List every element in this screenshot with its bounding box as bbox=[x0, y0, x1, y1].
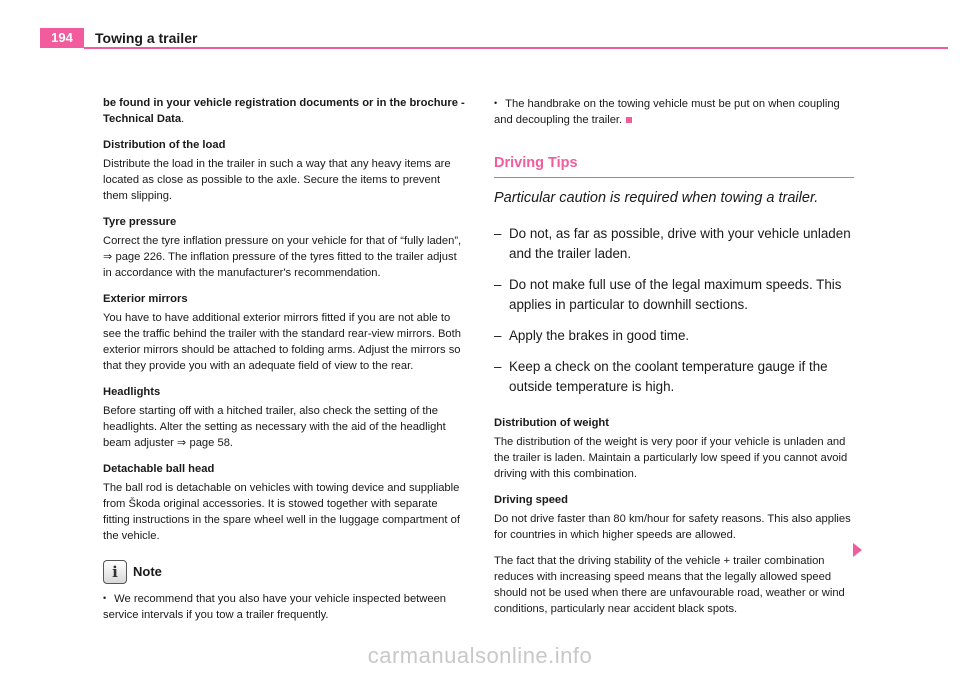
section-heading-tyre: Tyre pressure bbox=[103, 216, 177, 228]
section-title-driving-tips: Driving Tips bbox=[494, 155, 578, 171]
end-of-section-icon bbox=[626, 117, 632, 123]
section-heading-speed: Driving speed bbox=[494, 494, 568, 506]
dash-icon: – bbox=[494, 226, 502, 241]
note-icon: i bbox=[103, 560, 127, 584]
section-heading-weight: Distribution of weight bbox=[494, 417, 609, 429]
section-rule bbox=[494, 177, 854, 178]
section-text-speed: Do not drive faster than 80 km/hour for safety reasons. This also applies for countries in which higher speeds are allowed. bbox=[494, 513, 851, 541]
note-body: We recommend that you also have your vehicle inspected between service intervals if you tow a trailer frequently. bbox=[103, 593, 447, 621]
section-heading-headlights: Headlights bbox=[103, 386, 161, 398]
note-header bbox=[103, 560, 467, 584]
page-title: Towing a trailer bbox=[95, 30, 198, 46]
section-text-tyre: Correct the tyre inflation pressure on your vehicle for that of “fully laden”, ⇒ page 226. The inflation pressure of the tyres fitted to the trailer adjust in accordance with the manufacturer's recommendation. bbox=[103, 235, 462, 279]
tip-item bbox=[494, 275, 854, 315]
intro-bold-text: be found in your vehicle registration documents or in the brochure - Technical Data bbox=[103, 97, 465, 125]
section-heading-mirrors: Exterior mirrors bbox=[103, 293, 188, 305]
bullet-icon: • bbox=[494, 98, 498, 108]
tip-item bbox=[494, 326, 854, 346]
left-column bbox=[103, 95, 467, 633]
section-text-mirrors: You have to have additional exterior mirrors fitted if you are not able to see the traffic behind the trailer with the standard rear-view mirrors. Both exterior mirrors should be attached to folding arms. Adjust the mirrors so that they provide you with an adequate field of view to the rear. bbox=[103, 312, 461, 372]
tip-item bbox=[494, 357, 854, 397]
dash-icon: – bbox=[494, 359, 502, 374]
handbrake-bullet bbox=[494, 95, 854, 128]
dash-icon: – bbox=[494, 328, 502, 343]
continue-arrow-icon bbox=[853, 543, 862, 557]
note-title: Note bbox=[133, 564, 162, 579]
right-column bbox=[494, 95, 854, 627]
header-rule bbox=[84, 47, 948, 49]
tip-item bbox=[494, 224, 854, 264]
section-text-load: Distribute the load in the trailer in such a way that any heavy items are located as close as possible to the axle. Secure the items to prevent them slipping. bbox=[103, 158, 451, 202]
section-heading-ball-head: Detachable ball head bbox=[103, 463, 215, 475]
watermark: carmanualsonline.info bbox=[367, 643, 593, 668]
tip-text: Do not make full use of the legal maximum speeds. This applies in particular to downhill sections. bbox=[509, 277, 842, 312]
tip-text: Apply the brakes in good time. bbox=[509, 328, 690, 343]
intro-end: . bbox=[181, 113, 185, 125]
dash-icon: – bbox=[494, 277, 502, 292]
section-heading-load: Distribution of the load bbox=[103, 139, 226, 151]
section-text-ball-head: The ball rod is detachable on vehicles with towing device and suppliable from Škoda original accessories. It is stowed together with separate fitting instructions in the spare wheel well in the luggage compartment of the vehicle. bbox=[103, 482, 460, 542]
bullet-icon: • bbox=[103, 593, 107, 603]
section-intro: Particular caution is required when towing a trailer. bbox=[494, 190, 819, 206]
tip-text: Do not, as far as possible, drive with your vehicle unladen and the trailer laden. bbox=[509, 226, 851, 261]
tip-text: Keep a check on the coolant temperature gauge if the outside temperature is high. bbox=[509, 359, 828, 394]
note-text bbox=[103, 590, 467, 623]
intro-paragraph bbox=[103, 95, 467, 127]
section-text-weight: The distribution of the weight is very poor if your vehicle is unladen and the trailer is laden. Maintain a particularly low speed if you cannot avoid driving with this combination. bbox=[494, 436, 848, 480]
section-text-headlights: Before starting off with a hitched trailer, also check the setting of the headlights. Alter the setting as necessary with the aid of the headlight beam adjuster ⇒ page 58. bbox=[103, 405, 446, 449]
handbrake-text: The handbrake on the towing vehicle must be put on when coupling and decoupling the trailer. bbox=[494, 98, 840, 126]
section-text-stability: The fact that the driving stability of the vehicle + trailer combination reduces with increasing speed means that the legally allowed speed should not be used when there are unfavourable road, weather or wind conditions, particularly near accident black spots. bbox=[494, 555, 845, 615]
page-number: 194 bbox=[40, 28, 84, 48]
